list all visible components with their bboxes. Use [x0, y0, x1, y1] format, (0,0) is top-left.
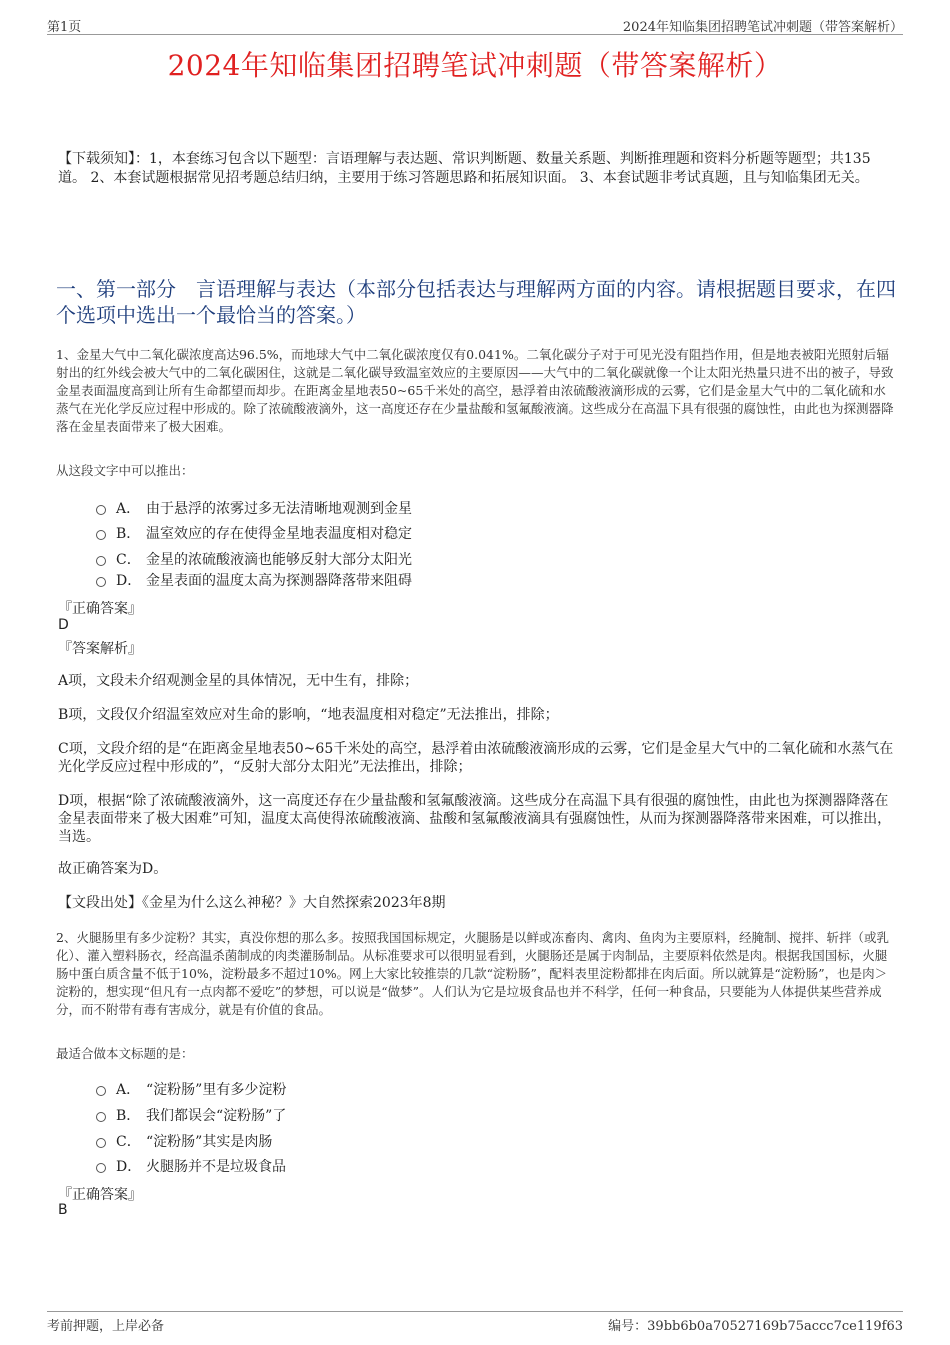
radio-icon[interactable]: [96, 505, 106, 515]
radio-icon[interactable]: [96, 577, 106, 587]
analysis-paragraph: 故正确答案为D。: [58, 861, 168, 877]
question-1-analysis-label: 『答案解析』: [58, 641, 142, 657]
question-2-option-a[interactable]: A． “淀粉肠”里有多少淀粉: [96, 1079, 286, 1099]
document-title: 2024年知临集团招聘笔试冲刺题（带答案解析）: [167, 49, 783, 82]
radio-icon[interactable]: [96, 1163, 106, 1173]
analysis-paragraph: B项，文段仅介绍温室效应对生命的影响，“地表温度相对稳定”无法推出，排除；: [58, 707, 559, 723]
question-1-answer-label: 『正确答案』: [58, 601, 142, 617]
source-citation: 【文段出处】《金星为什么这么神秘？》大自然探索2023年8期: [58, 895, 446, 911]
footer-slogan: 考前押题，上岸必备: [47, 1319, 165, 1334]
question-1-option-c[interactable]: C． 金星的浓硫酸液滴也能够反射大部分太阳光: [96, 549, 412, 569]
question-2-option-d[interactable]: D． 火腿肠并不是垃圾食品: [96, 1156, 286, 1176]
section-title: 一、第一部分 言语理解与表达（本部分包括表达与理解两方面的内容。请根据题目要求，在四个选项中选出一个最恰当的答案。）: [56, 277, 896, 327]
question-2-answer-label: 『正确答案』: [58, 1187, 142, 1203]
radio-icon[interactable]: [96, 1112, 106, 1122]
question-2-option-b[interactable]: B． 我们都误会“淀粉肠”了: [96, 1105, 286, 1125]
question-1-option-b[interactable]: B． 温室效应的存在使得金星地表温度相对稳定: [96, 523, 412, 543]
question-1-stem: 从这段文字中可以推出：: [56, 463, 194, 478]
radio-icon[interactable]: [96, 556, 106, 566]
question-1-option-a[interactable]: A． 由于悬浮的浓雾过多无法清晰地观测到金星: [96, 498, 412, 518]
page-footer: [47, 1311, 903, 1337]
header-doc-title: 2024年知临集团招聘笔试冲刺题（带答案解析）: [622, 20, 903, 35]
question-1-text: 1、金星大气中二氧化碳浓度高达96.5%，而地球大气中二氧化碳浓度仅有0.041%。二氧化碳分子对于可见光没有阻挡作用，但是地表被阳光照射后辐射出的红外线会被大气中的二氧化碳困住，这就是二氧化碳导致温室效应的主要原因——大气中的二氧化碳就像一个让太阳光热量只进不出的被子，导致金星表面温度高到让所有生命都望而却步。在距离金星地表50~65千米处的高空，悬浮着由浓硫酸液滴形成的云雾，它们是金星大气中的二氧化硫和水蒸气在光化学反应过程中形成的。除了浓硫酸液滴外，这一高度还存在少量盐酸和氢氟酸液滴。这些成分在高温下具有很强的腐蚀性，由此也为探测器降落在金星表面带来了极大困难。: [56, 347, 894, 434]
analysis-paragraph: C项，文段介绍的是“在距离金星地表50~65千米处的高空，悬浮着由浓硫酸液滴形成的云雾，它们是金星大气中的二氧化硫和水蒸气在光化学反应过程中形成的”，“反射大部分太阳光”无法推出，排除；: [58, 741, 894, 775]
radio-icon[interactable]: [96, 1138, 106, 1148]
radio-icon[interactable]: [96, 530, 106, 540]
analysis-paragraph: D项，根据“除了浓硫酸液滴外，这一高度还存在少量盐酸和氢氟酸液滴。这些成分在高温下具有很强的腐蚀性，由此也为探测器降落在金星表面带来了极大困难”可知，温度太高使得浓硫酸液滴、盐酸和氢氟酸液滴具有强腐蚀性，从而为探测器降落带来困难，可以推出，当选。: [58, 793, 892, 845]
footer-doc-id: 编号：39bb6b0a70527169b75accc7ce119f63: [608, 1319, 903, 1334]
radio-icon[interactable]: [96, 1086, 106, 1096]
question-2-stem: 最适合做本文标题的是：: [56, 1046, 194, 1061]
page-header: [47, 14, 903, 35]
question-1-answer: D: [58, 617, 69, 633]
page-number: 第1页: [47, 20, 82, 35]
question-1-option-d[interactable]: D． 金星表面的温度太高为探测器降落带来阻碍: [96, 570, 412, 590]
download-notice: 【下载须知】：1，本套练习包含以下题型：言语理解与表达题、常识判断题、数量关系题、判断推理题和资料分析题等题型；共135道。 2、本套试题根据常见招考题总结归纳，主要用于练习答题思路和拓展知识面。 3、本套试题非考试真题，且与知临集团无关。: [58, 151, 871, 186]
question-2-answer: B: [58, 1202, 68, 1218]
analysis-paragraph: A项，文段未介绍观测金星的具体情况，无中生有，排除；: [58, 673, 419, 689]
question-2-text: 2、火腿肠里有多少淀粉？其实，真没你想的那么多。按照我国国标规定，火腿肠是以鲜或冻畜肉、禽肉、鱼肉为主要原料，经腌制、搅拌、斩拌（或乳化）、灌入塑料肠衣，经高温杀菌制成的肉类灌肠制品。从标准要求可以很明显看到，火腿肠还是属于肉制品，主要原料依然是肉。根据我国国标，火腿肠中蛋白质含量不低于10%，淀粉最多不超过10%。网上大家比较推崇的几款“淀粉肠”，配料表里淀粉都排在肉后面。所以就算是“淀粉肠”，也是肉＞淀粉的，想实现“但凡有一点肉都不爱吃”的梦想，可以说是“做梦”。人们认为它是垃圾食品也并不科学，任何一种食品，只要能为人体提供某些营养成分，而不附带有毒有害成分，就是有价值的食品。: [56, 930, 889, 1017]
question-2-option-c[interactable]: C． “淀粉肠”其实是肉肠: [96, 1131, 272, 1151]
